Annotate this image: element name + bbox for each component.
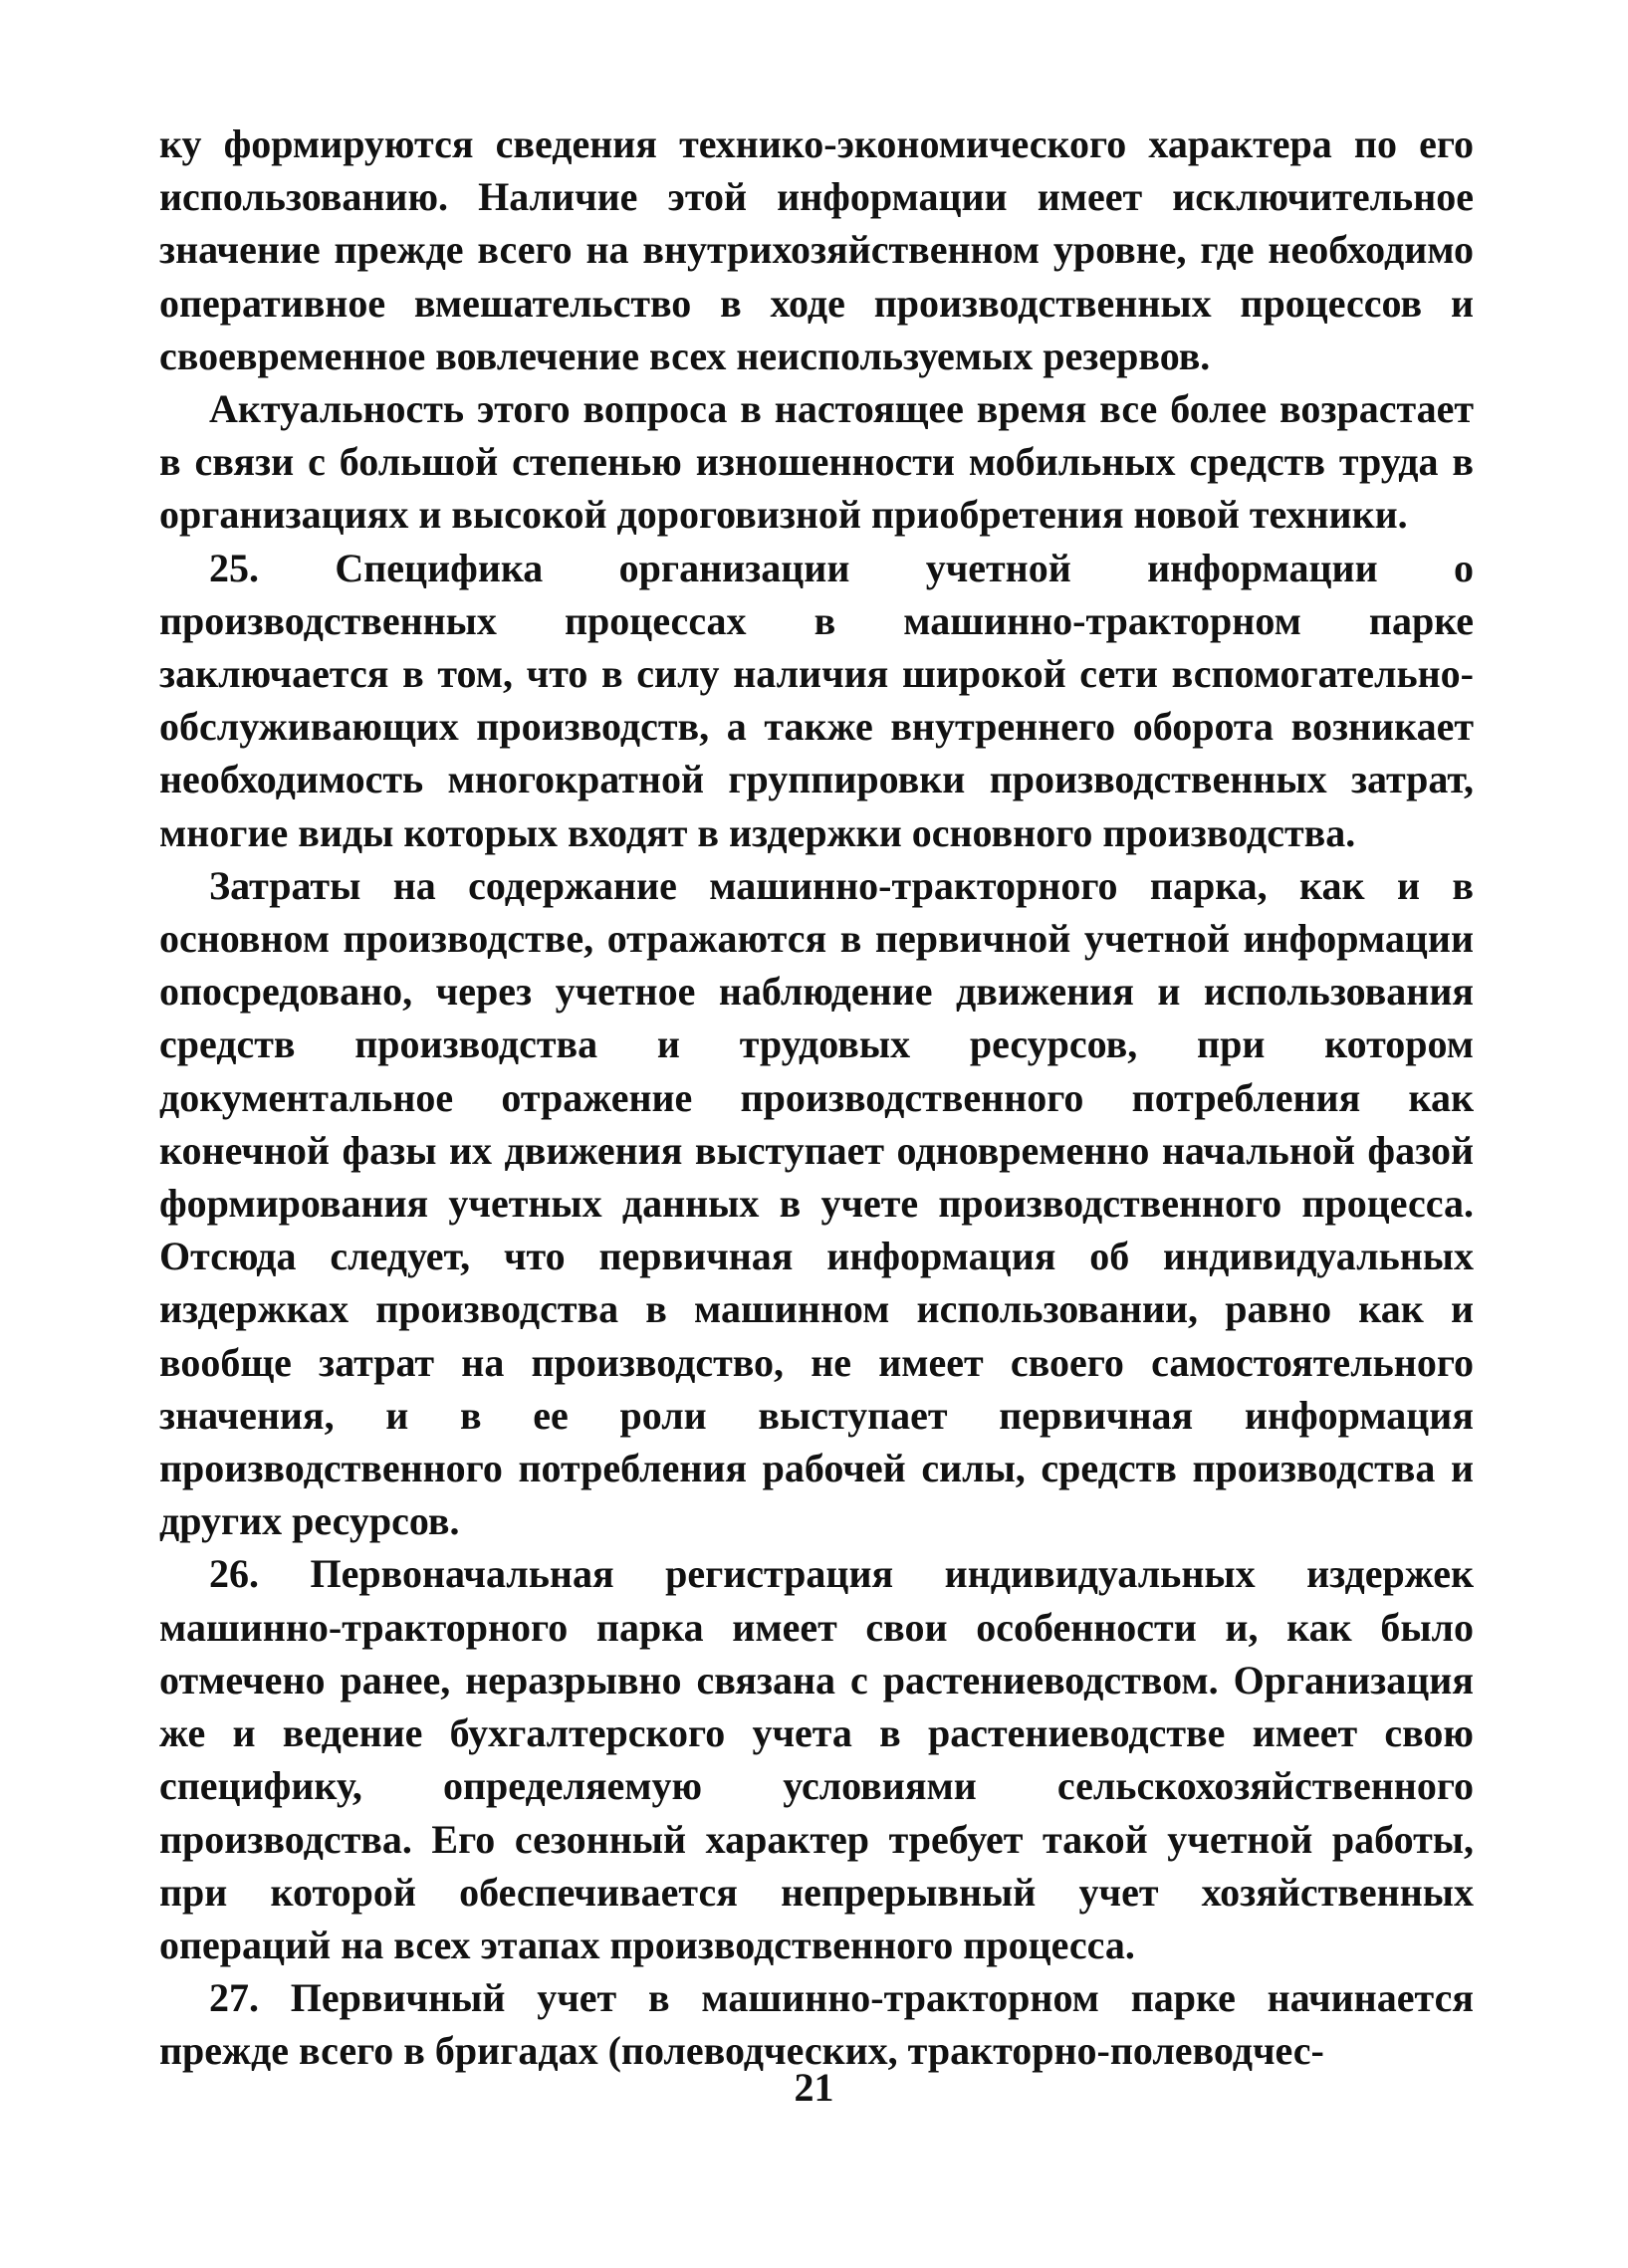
page-number: 21 (794, 2065, 834, 2110)
paragraph-number: 25. (209, 545, 259, 590)
paragraph-continuation (159, 117, 1474, 382)
paragraph-text: Актуальность этого вопроса в настоящее время все более возрастает в связи с большой степенью изношенности мобильных средств труда в организациях и высокой дороговизной приобретения новой техники. (159, 386, 1474, 538)
paragraph-25 (159, 542, 1474, 859)
paragraph-text: ку формируются сведения технико-экономического характера по его использованию. Наличие этой информации имеет исключительное значение прежде всего на внутрихозяйственном уровне, где необходимо оперативное вмешательство в ходе производственных процессов и своевременное вовлечение всех неиспользуемых резервов. (159, 121, 1474, 378)
page-body (159, 117, 1474, 2078)
paragraph-costs (159, 859, 1474, 1548)
paragraph-text: Затраты на содержание машинно-тракторного парка, как и в основном производстве, отражаются в первичной учетной информации опосредовано, через учетное наблюдение движения и использования средств производства и трудовых ресурсов, при котором документальное отражение производственного потребления как конечной фазы их движения выступает одновременно начальной фазой формирования учетных данных в учете производственного процесса. Отсюда следует, что первичная информация об индивидуальных издержках производства в машинном использовании, равно как и вообще затрат на производство, не имеет своего самостоятельного значения, и в ее роли выступает первичная информация производственного потребления рабочей силы, средств производства и других ресурсов. (159, 862, 1474, 1544)
paragraph-relevance (159, 382, 1474, 542)
paragraph-26 (159, 1547, 1474, 1971)
paragraph-text: Специфика организации учетной информации о производственных процессах в машинно-тракторном парке заключается в том, что в силу наличия широкой сети вспомогательно-обслуживающих производств, а также внутреннего оборота возникает необходимость многократной группировки производственных затрат, многие виды которых входят в издержки основного производства. (159, 545, 1475, 855)
paragraph-text: Первичный учет в машинно-тракторном парке начинается прежде всего в бригадах (полеводческих, тракторно-полеводчес- (159, 1975, 1474, 2074)
paragraph-text: Первоначальная регистрация индивидуальных издержек машинно-тракторного парка имеет свои особенности и, как было отмечено ранее, неразрывно связана с растениеводством. Организация же и ведение бухгалтерского учета в растениеводстве имеет свою специфику, определяемую условиями сельскохозяйственного производства. Его сезонный характер требует такой учетной работы, при которой обеспечивается непрерывный учет хозяйственных операций на всех этапах производственного процесса. (159, 1551, 1474, 1967)
paragraph-27 (159, 1971, 1474, 2077)
paragraph-number: 27. (209, 1975, 259, 2021)
paragraph-number: 26. (209, 1551, 259, 1597)
